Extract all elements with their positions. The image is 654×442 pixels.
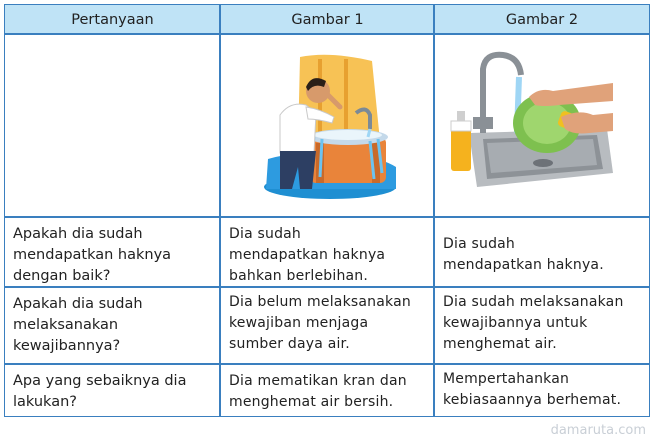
answer-line: menghemat air.	[443, 336, 557, 352]
answer-line: menghemat air bersih.	[229, 394, 394, 410]
header-gambar-2	[435, 5, 649, 34]
watermark-text: damaruta.com	[550, 423, 646, 438]
answer-gambar-1-row-3	[229, 371, 431, 413]
question-line: dengan baik?	[13, 268, 111, 284]
answer-gambar-2-row-2	[443, 292, 647, 355]
header-gambar-1	[221, 5, 434, 34]
question-line: lakukan?	[13, 394, 77, 410]
answer-line: mendapatkan haknya	[229, 247, 386, 263]
question-line: Apa yang sebaiknya dia	[13, 373, 187, 389]
row-divider	[5, 33, 649, 35]
header-label: Gambar 2	[505, 11, 579, 28]
question-row-3	[13, 371, 217, 413]
answer-line: bahkan berlebihan.	[229, 268, 369, 284]
answer-gambar-1-row-2	[229, 292, 431, 355]
question-row-1	[13, 224, 217, 287]
answer-line: sumber daya air.	[229, 336, 350, 352]
answer-line: Dia sudah	[229, 226, 302, 242]
header-label: Gambar 1	[291, 11, 364, 28]
column-divider	[219, 5, 221, 416]
answer-gambar-2-row-3	[443, 369, 647, 411]
column-divider	[433, 5, 435, 416]
answer-line: kewajiban menjaga	[229, 315, 369, 331]
answer-line: Dia sudah	[443, 236, 516, 252]
question-line: mendapatkan haknya	[13, 247, 172, 263]
answer-gambar-2-row-1	[443, 234, 647, 276]
question-row-2	[13, 294, 217, 357]
answer-line: mendapatkan haknya.	[443, 257, 604, 273]
header-label: Pertanyaan	[71, 11, 154, 28]
illustration-gambar-2	[443, 47, 613, 205]
row-divider	[5, 216, 649, 218]
question-line: kewajibannya?	[13, 338, 121, 354]
boy-at-sink-image	[260, 49, 400, 201]
illustration-gambar-1	[260, 49, 400, 201]
question-line: Apakah dia sudah	[13, 296, 143, 312]
answer-line: Mempertahankan	[443, 371, 570, 387]
header-pertanyaan	[5, 5, 220, 34]
row-divider	[5, 363, 649, 365]
question-line: Apakah dia sudah	[13, 226, 143, 242]
answer-line: Dia belum melaksanakan	[229, 294, 411, 310]
washing-plate-image	[443, 47, 613, 205]
question-line: melaksanakan	[13, 317, 119, 333]
answer-line: Dia mematikan kran dan	[229, 373, 407, 389]
answer-line: kebiasaannya berhemat.	[443, 392, 622, 408]
answer-line: kewajibannya untuk	[443, 315, 588, 331]
comparison-table	[4, 4, 650, 417]
answer-gambar-1-row-1	[229, 224, 431, 287]
answer-line: Dia sudah melaksanakan	[443, 294, 624, 310]
